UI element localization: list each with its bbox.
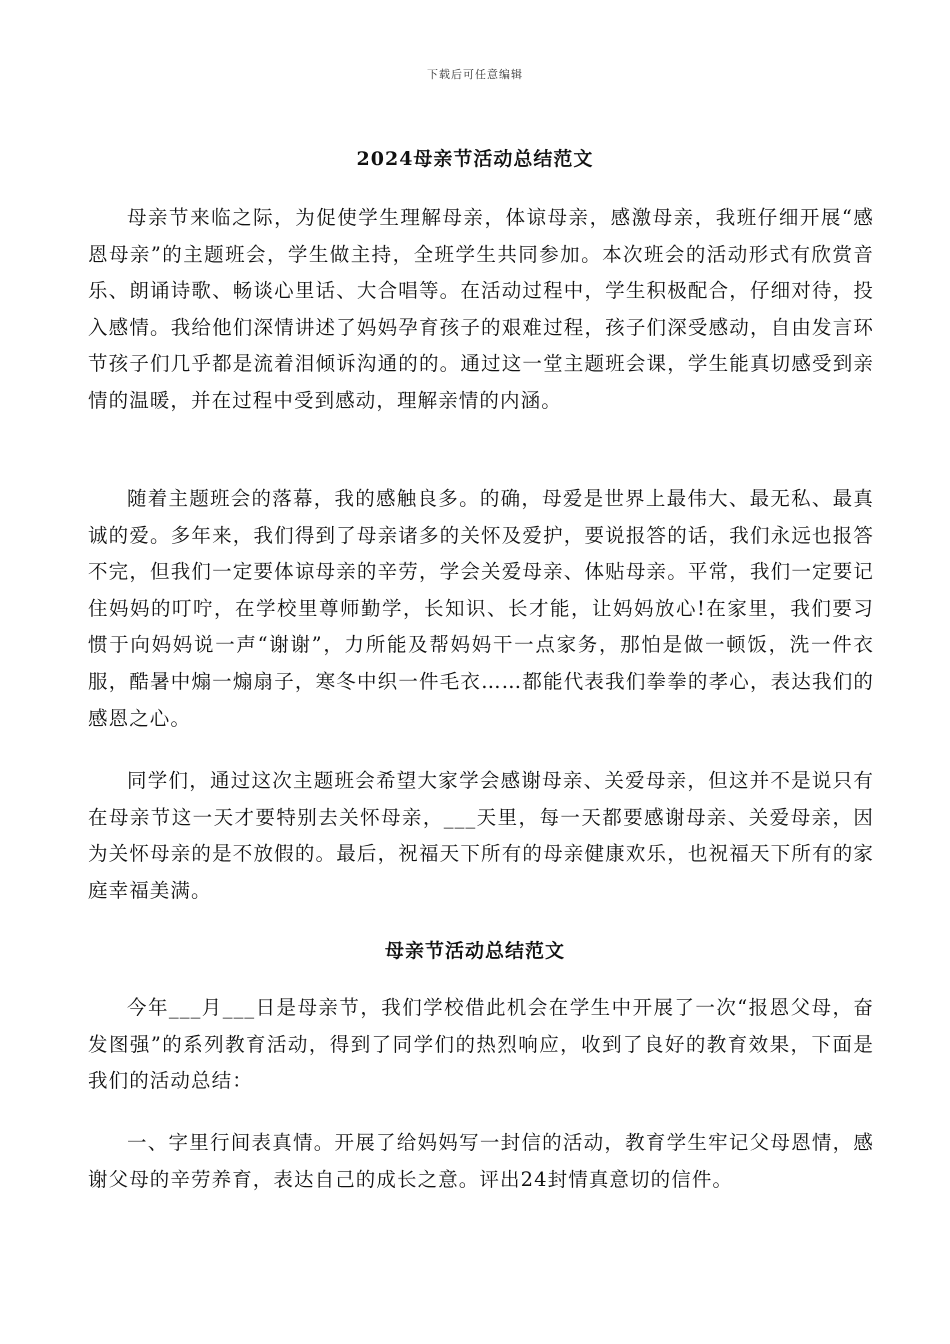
paragraph: 母亲节来临之际，为促使学生理解母亲，体谅母亲，感激母亲，我班仔细开展“感恩母亲”的主题班会，学生做主持，全班学生共同参加。本次班会的活动形式有欣赏音乐、朗诵诗歌、畅谈心里话、大合唱等。在活动过程中，学生积极配合，仔细对待，投入感情。我给他们深情讲述了妈妈孕育孩子的艰难过程，孩子们深受感动，自由发言环节孩子们几乎都是流着泪倾诉沟通的的。通过这一堂主题班会课，学生能真切感受到亲情的温暖，并在过程中受到感动，理解亲情的内涵。 bbox=[88, 206, 874, 412]
page-header-note: 下载后可任意编辑 bbox=[427, 68, 523, 81]
paragraph: 一、字里行间表真情。开展了给妈妈写一封信的活动，教育学生牢记父母恩情，感谢父母的辛劳养育，表达自己的成长之意。评出24封情真意切的信件。 bbox=[88, 1131, 874, 1191]
section-title: 母亲节活动总结范文 bbox=[384, 940, 565, 962]
paragraph: 同学们，通过这次主题班会希望大家学会感谢母亲、关爱母亲，但这并不是说只有在母亲节这一天才要特别去关怀母亲，___天里，每一天都要感谢母亲、关爱母亲，因为关怀母亲的是不放假的。最后，祝福天下所有的母亲健康欢乐，也祝福天下所有的家庭幸福美满。 bbox=[88, 769, 874, 902]
document-title: 2024母亲节活动总结范文 bbox=[356, 148, 594, 170]
paragraph: 今年___月___日是母亲节，我们学校借此机会在学生中开展了一次“报恩父母，奋发图强”的系列教育活动，得到了同学们的热烈响应，收到了良好的教育效果，下面是我们的活动总结： bbox=[88, 996, 874, 1093]
paragraph: 随着主题班会的落幕，我的感触良多。的确，母爱是世界上最伟大、最无私、最真诚的爱。多年来，我们得到了母亲诸多的关怀及爱护，要说报答的话，我们永远也报答不完，但我们一定要体谅母亲的辛劳，学会关爱母亲、体贴母亲。平常，我们一定要记住妈妈的叮咛，在学校里尊师勤学，长知识、长才能，让妈妈放心!在家里，我们要习惯于向妈妈说一声“谢谢”，力所能及帮妈妈干一点家务，那怕是做一顿饭，洗一件衣服，酷暑中煽一煽扇子，寒冬中织一件毛衣……都能代表我们拳拳的孝心，表达我们的感恩之心。 bbox=[88, 487, 874, 730]
